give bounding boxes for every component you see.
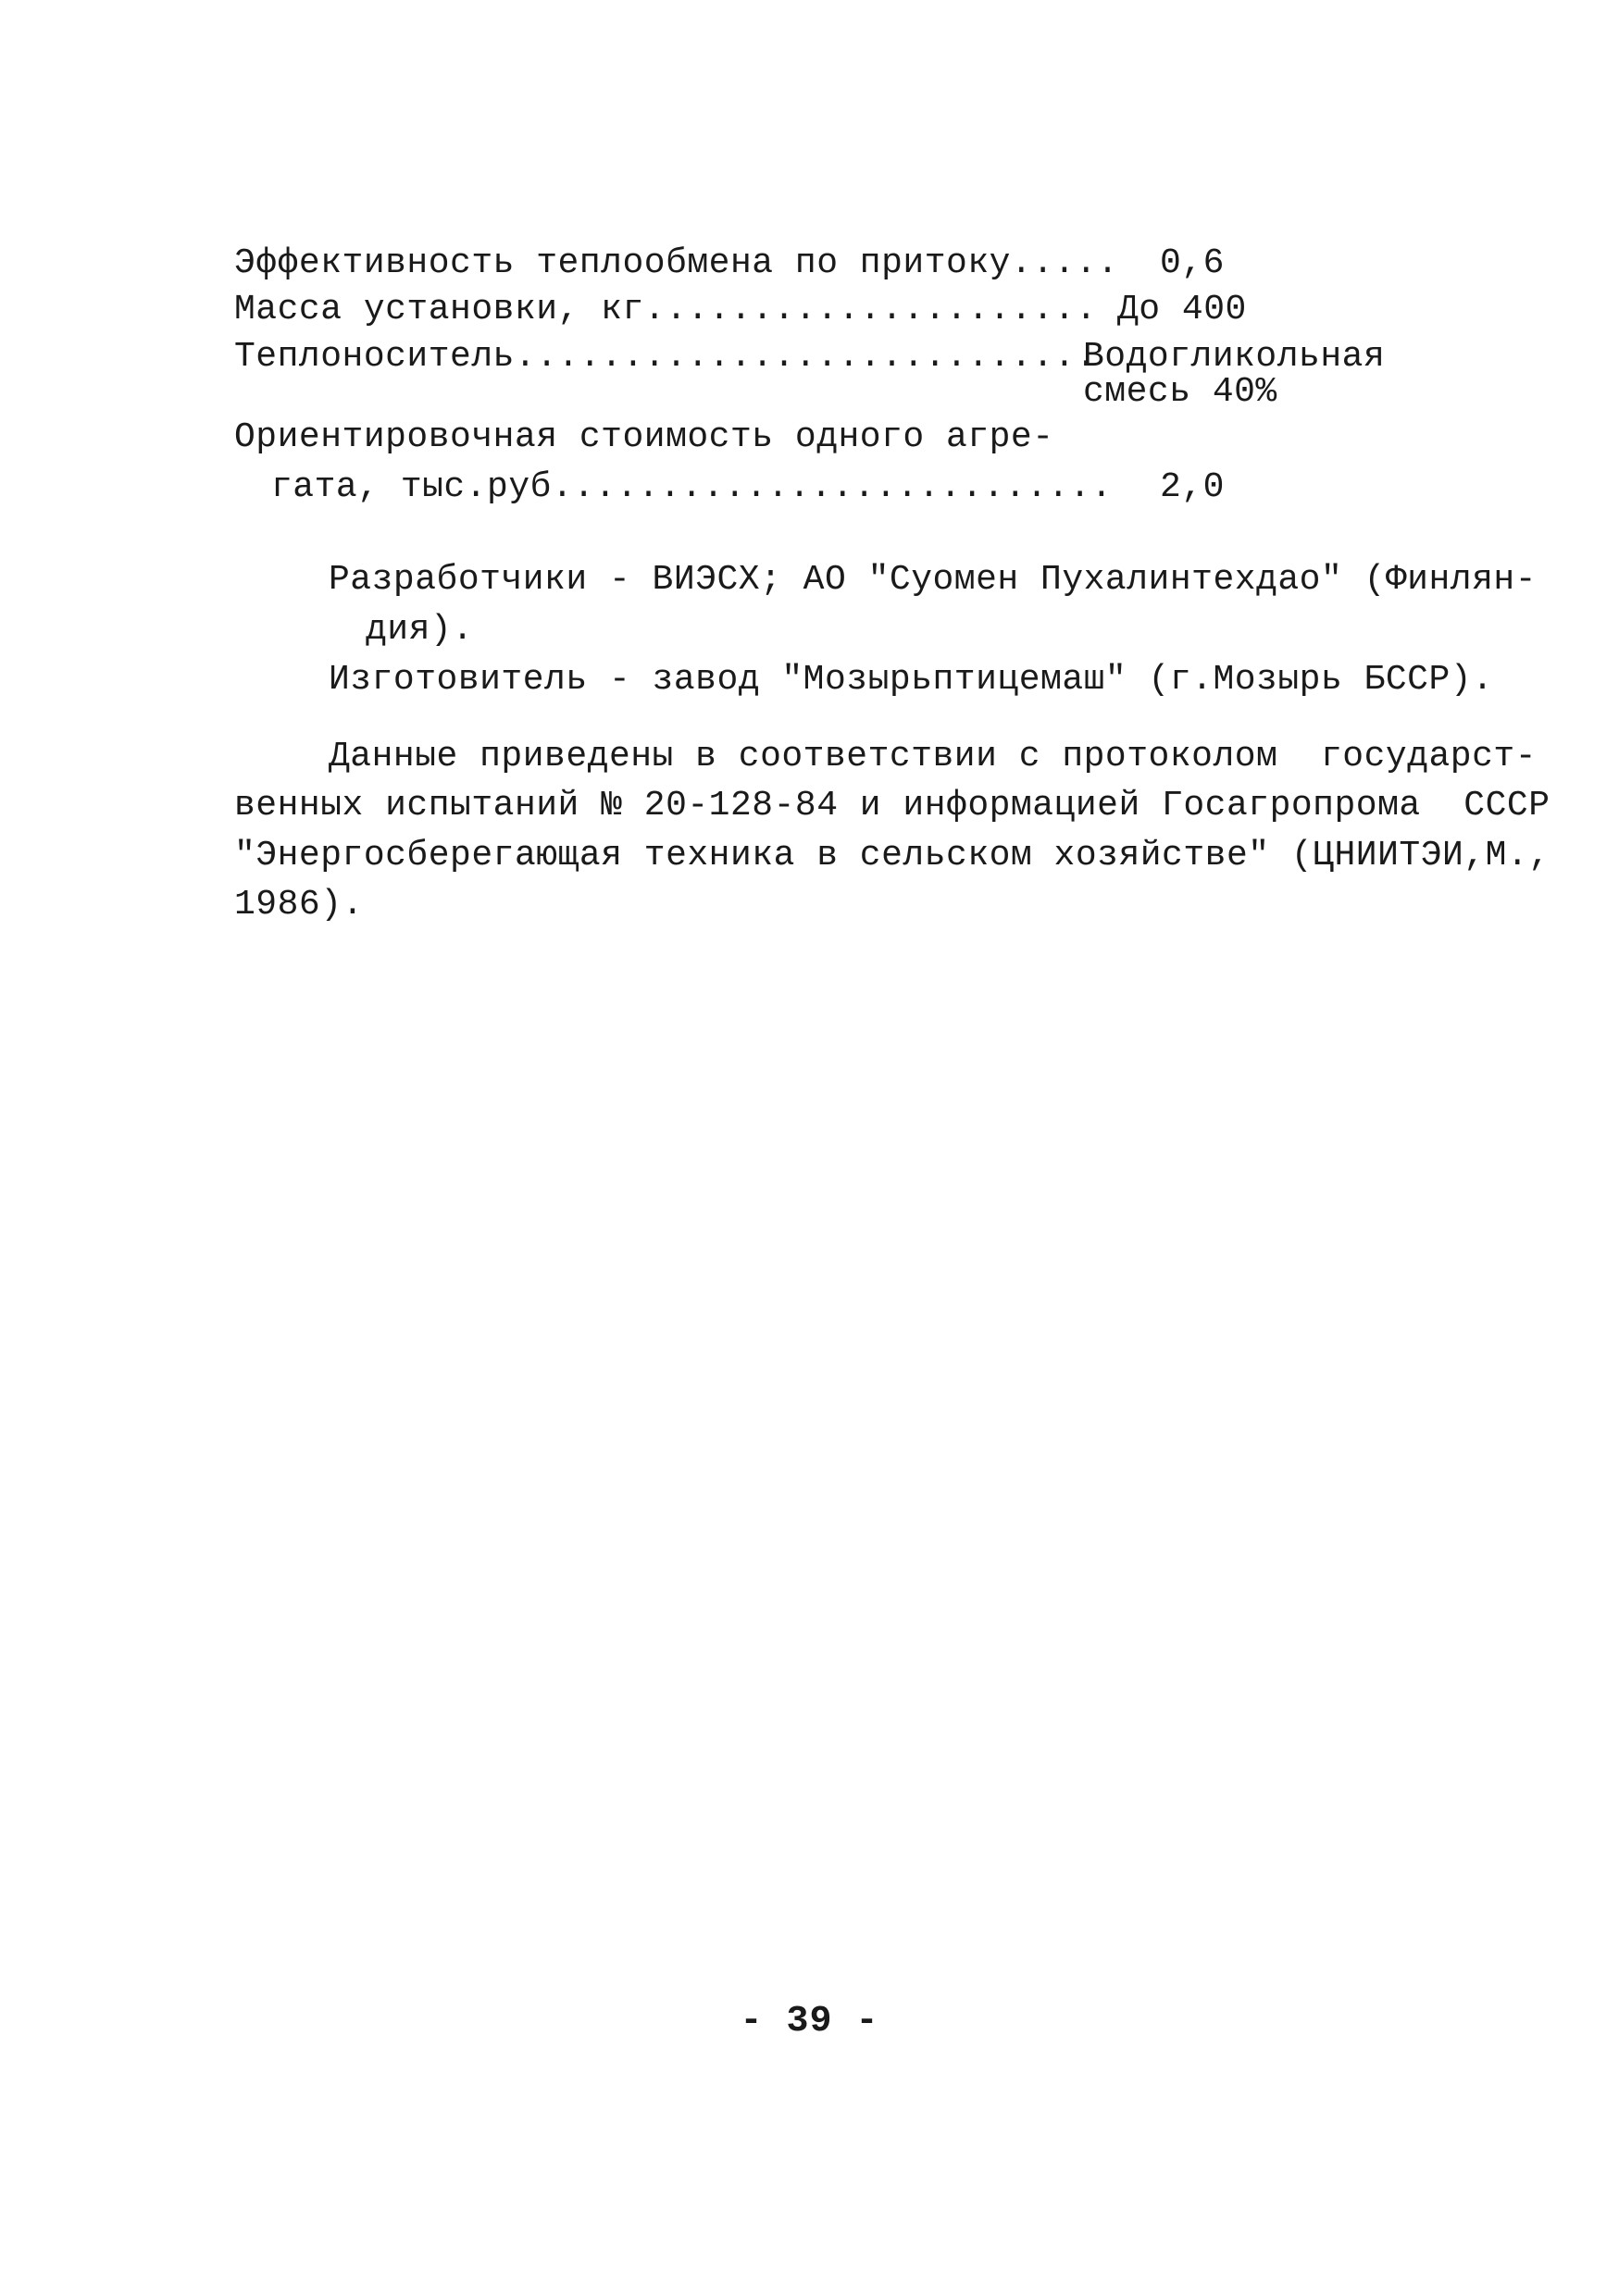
spec-label-unit-mass: Масса установки, кг.....................: [234, 290, 1098, 329]
spec-label-heat-exchange-efficiency: Эффективность теплообмена по притоку.....: [234, 243, 1119, 283]
source-note-line1: Данные приведены в соответствии с протоколом государст-: [329, 737, 1538, 776]
source-note-line4: 1986).: [234, 885, 364, 925]
spec-value-unit-mass: До 400: [1117, 290, 1247, 329]
spec-label-unit-cost-line2: гата, тыс.руб..........................: [271, 467, 1113, 507]
spec-value-coolant-line2: смесь 40%: [1083, 372, 1277, 412]
spec-value-unit-cost: 2,0: [1160, 467, 1225, 507]
spec-label-coolant: Теплоноситель...........................: [234, 337, 1098, 377]
page-number: - 39 -: [740, 2001, 879, 2042]
manufacturer-line: Изготовитель - завод "Мозырьптицемаш" (г.Мозырь БССР).: [329, 660, 1494, 700]
spec-value-heat-exchange-efficiency: 0,6: [1160, 243, 1225, 283]
spec-value-coolant-line1: Водогликольная: [1083, 337, 1386, 377]
developers-line1: Разработчики - ВИЭСХ; АО "Суомен Пухалинтехдао" (Финлян-: [329, 560, 1538, 600]
developers-line2: дия).: [366, 610, 474, 650]
source-note-line2: венных испытаний № 20-128-84 и информацией Госагропрома СССР: [234, 786, 1551, 825]
source-note-line3: "Энергосберегающая техника в сельском хозяйстве" (ЦНИИТЭИ,М.,: [234, 836, 1551, 875]
spec-label-unit-cost-line1: Ориентировочная стоимость одного агре-: [234, 417, 1054, 457]
